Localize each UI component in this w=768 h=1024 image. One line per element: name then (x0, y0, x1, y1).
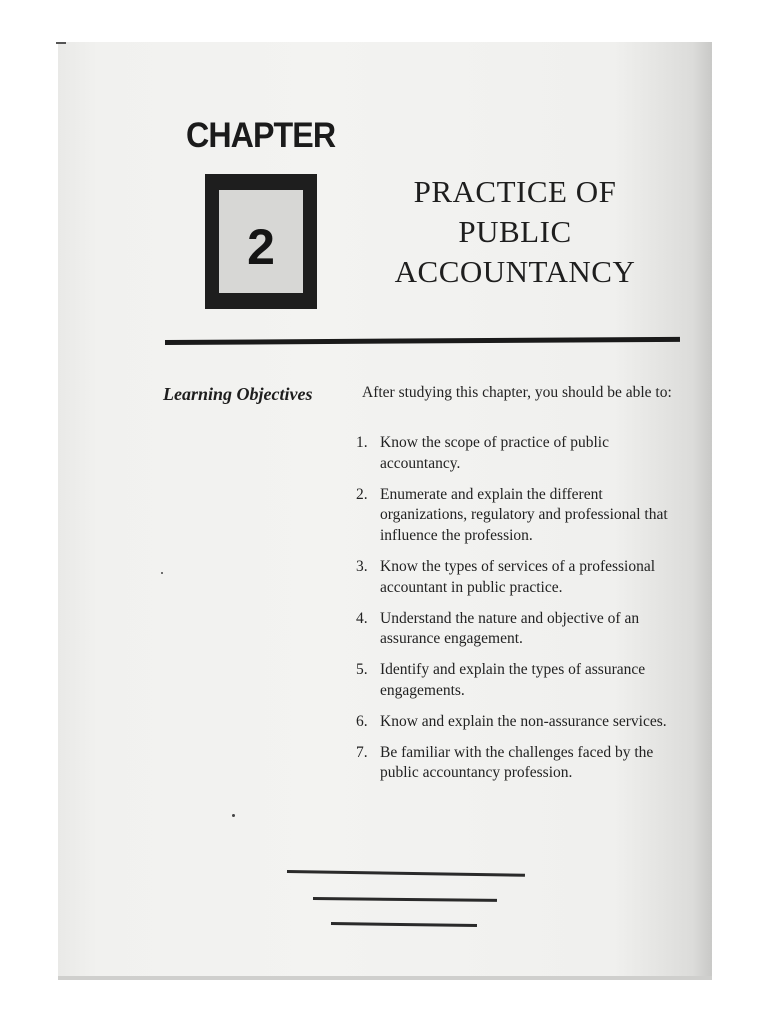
scan-speck (161, 572, 163, 574)
objective-item (350, 743, 670, 785)
chapter-title-line: PRACTICE OF (413, 174, 617, 209)
objective-item (350, 557, 670, 599)
objective-text: Know and explain the non-assurance services. (380, 712, 667, 730)
paper-bottom-edge (58, 976, 712, 980)
chapter-title-line: ACCOUNTANCY (394, 254, 636, 289)
objective-item (350, 433, 670, 475)
objective-text: Know the scope of practice of public accountancy. (380, 434, 609, 472)
chapter-title-line: PUBLIC (458, 214, 572, 249)
objective-number: 6. (356, 712, 368, 730)
objective-number: 2. (356, 485, 368, 503)
scan-corner-mark (56, 42, 66, 44)
objective-item (350, 660, 670, 702)
objective-text: Identify and explain the types of assurance engagements. (380, 661, 646, 699)
objective-number: 5. (356, 661, 368, 679)
chapter-label: CHAPTER (186, 116, 336, 155)
chapter-number-box-inner (219, 190, 303, 293)
chapter-number: 2 (247, 218, 275, 275)
objective-text: Understand the nature and objective of an assurance engagement. (380, 609, 640, 648)
scan-speck (232, 814, 235, 817)
objective-text: Know the types of services of a professional accountant in public practice. (380, 557, 656, 596)
objective-number: 3. (356, 557, 368, 575)
objective-item (350, 485, 670, 547)
objective-item (350, 609, 670, 651)
objective-number: 4. (356, 609, 368, 627)
objective-number: 1. (356, 434, 368, 451)
learning-objectives-intro: After studying this chapter, you should be able to: (362, 384, 672, 401)
objective-text: Enumerate and explain the different organizations, regulatory and professional that influence the profession. (380, 485, 668, 545)
learning-objectives-heading: Learning Objectives (163, 384, 313, 404)
learning-objectives-list (350, 433, 670, 794)
chapter-title (360, 172, 670, 292)
objective-text: Be familiar with the challenges faced by the public accountancy profession. (380, 743, 654, 782)
objective-item (350, 712, 670, 733)
objective-number: 7. (356, 743, 368, 761)
chapter-number-box (205, 174, 317, 309)
